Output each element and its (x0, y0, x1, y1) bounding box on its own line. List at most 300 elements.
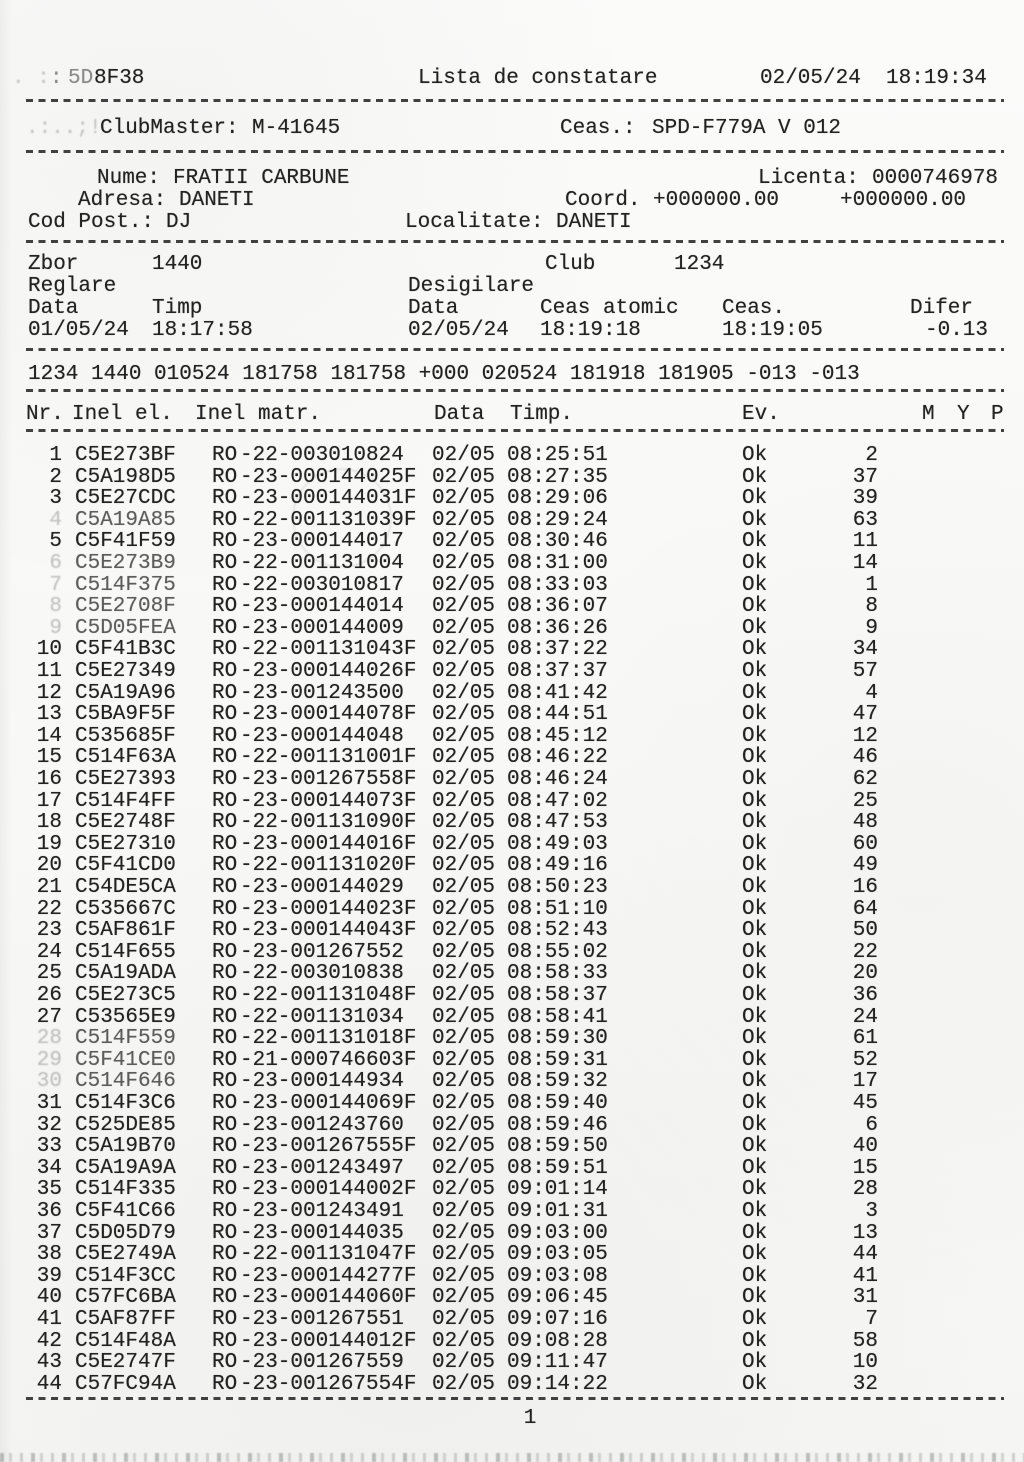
electronic-ring: C5A19ADA (75, 962, 176, 986)
electronic-ring: C5E2708F (75, 595, 176, 619)
table-row (0, 726, 1024, 748)
ring-number: -23-000144026F (240, 660, 417, 683)
arrival-time: 08:59:51 (507, 1156, 608, 1180)
event-status: Ok (742, 660, 768, 683)
order-count: 3 (865, 1200, 878, 1223)
electronic-ring: C514F4FF (75, 789, 176, 813)
country-code: RO (212, 962, 238, 986)
electronic-ring: C5A19B70 (75, 1135, 176, 1159)
order-count: 58 (852, 1329, 878, 1353)
event-status: Ok (742, 552, 768, 575)
row-number: 36 (36, 1200, 62, 1223)
arrival-time: 09:14:22 (507, 1372, 608, 1396)
arrival-date: 02/05 (432, 681, 496, 705)
order-count: 28 (852, 1178, 878, 1202)
arrival-time: 08:50:23 (507, 876, 608, 899)
event-status: Ok (742, 746, 768, 770)
ring-number: -22-001131004 (240, 552, 404, 575)
country-code: RO (212, 1092, 238, 1115)
row-number: 35 (36, 1178, 62, 1202)
electronic-ring: C5AF861F (75, 919, 176, 943)
table-row (0, 1223, 1024, 1245)
order-count: 37 (852, 465, 878, 489)
table-row (0, 1115, 1024, 1137)
arrival-time: 08:47:02 (507, 789, 608, 813)
table-row (0, 1287, 1024, 1309)
arrival-time: 08:33:03 (507, 573, 608, 597)
order-count: 10 (852, 1351, 878, 1375)
ring-number: -23-001243491 (240, 1200, 404, 1223)
table-row (0, 834, 1024, 856)
arrival-time: 08:29:06 (507, 487, 608, 511)
country-code: RO (212, 854, 238, 878)
electronic-ring: C514F3CC (75, 1264, 176, 1288)
electronic-ring: C535667C (75, 897, 176, 921)
arrival-date: 02/05 (432, 703, 496, 727)
arrival-time: 09:01:14 (507, 1178, 608, 1202)
separator-line (26, 240, 1004, 243)
row-number: 40 (36, 1286, 62, 1310)
row-number: 29 (36, 1048, 62, 1072)
ring-number: -23-000144078F (240, 703, 417, 727)
table-row (0, 1244, 1024, 1266)
arrival-date: 02/05 (432, 1178, 496, 1202)
clock-value: SPD-F779A V 012 (652, 117, 842, 140)
arrival-date: 02/05 (432, 1092, 496, 1115)
order-count: 46 (852, 746, 878, 770)
table-row (0, 942, 1024, 964)
electronic-ring: C535685F (75, 724, 176, 748)
row-number: 10 (36, 638, 62, 662)
country-code: RO (212, 508, 238, 532)
event-status: Ok (742, 1200, 768, 1223)
locality-label: Localitate: (405, 211, 544, 234)
order-count: 50 (852, 919, 878, 943)
electronic-ring: C5E27CDC (75, 487, 176, 511)
country-code: RO (212, 1070, 238, 1094)
arrival-time: 08:49:16 (507, 854, 608, 878)
event-status: Ok (742, 832, 768, 856)
arrival-date: 02/05 (432, 465, 496, 489)
order-count: 25 (852, 789, 878, 813)
row-number: 41 (36, 1308, 62, 1331)
arrival-time: 08:30:46 (507, 530, 608, 554)
country-code: RO (212, 444, 238, 467)
event-status: Ok (742, 703, 768, 727)
electronic-ring: C5E27349 (75, 660, 176, 683)
row-number: 4 (49, 508, 62, 532)
event-status: Ok (742, 1092, 768, 1115)
arrival-time: 08:59:32 (507, 1070, 608, 1094)
order-count: 14 (852, 552, 878, 575)
ring-number: -23-001267559 (240, 1351, 404, 1375)
electronic-ring: C57FC6BA (75, 1286, 176, 1310)
arrival-time: 08:58:41 (507, 1005, 608, 1029)
coord-value-2: +000000.00 (840, 189, 967, 212)
event-status: Ok (742, 897, 768, 921)
row-number: 34 (36, 1156, 62, 1180)
arrival-time: 08:52:43 (507, 919, 608, 943)
order-count: 20 (852, 962, 878, 986)
ring-number: -23-000144012F (240, 1329, 417, 1353)
ring-number: -22-001131048F (240, 984, 417, 1007)
table-row (0, 1309, 1024, 1331)
row-number: 23 (36, 919, 62, 943)
table-row (0, 575, 1024, 597)
arrival-time: 08:25:51 (507, 444, 608, 467)
arrival-time: 08:59:31 (507, 1048, 608, 1072)
faded-marks: . : (12, 67, 50, 90)
separator-line (26, 150, 1004, 153)
coord-label: Coord. (565, 189, 641, 212)
row-number: 7 (49, 573, 62, 597)
country-code: RO (212, 1308, 238, 1331)
electronic-ring: C514F63A (75, 746, 176, 770)
table-row (0, 985, 1024, 1007)
event-status: Ok (742, 811, 768, 835)
table-row (0, 510, 1024, 532)
section-titles-line (0, 276, 1024, 298)
arrival-time: 09:01:31 (507, 1200, 608, 1223)
country-code: RO (212, 1286, 238, 1310)
electronic-ring: C5AF87FF (75, 1308, 176, 1331)
order-count: 1 (865, 573, 878, 597)
arrival-time: 09:08:28 (507, 1329, 608, 1353)
table-row (0, 1093, 1024, 1115)
electronic-ring: C5BA9F5F (75, 703, 176, 727)
row-number: 13 (36, 703, 62, 727)
name-label: Nume: (97, 167, 161, 190)
country-code: RO (212, 919, 238, 943)
country-code: RO (212, 703, 238, 727)
ring-number: -23-000144029 (240, 876, 404, 899)
row-number: 5 (49, 530, 62, 554)
row-number: 18 (36, 811, 62, 835)
order-count: 13 (852, 1221, 878, 1245)
electronic-ring: C514F48A (75, 1329, 176, 1353)
unsealing-label: Desigilare (408, 275, 535, 298)
row-number: 15 (36, 746, 62, 770)
table-row (0, 1331, 1024, 1353)
table-row (0, 1266, 1024, 1288)
country-code: RO (212, 638, 238, 662)
electronic-ring: C5E273BF (75, 444, 176, 467)
ring-number: -23-000144277F (240, 1264, 417, 1288)
arrival-date: 02/05 (432, 940, 496, 964)
country-code: RO (212, 1221, 238, 1245)
country-code: RO (212, 487, 238, 511)
arrival-time: 08:31:00 (507, 552, 608, 575)
order-count: 11 (852, 530, 878, 554)
electronic-ring: C5F41CE0 (75, 1048, 176, 1072)
electronic-ring: C5E2748F (75, 811, 176, 835)
ring-number: -23-000144014 (240, 595, 404, 619)
country-code: RO (212, 768, 238, 791)
event-status: Ok (742, 595, 768, 619)
device-id-faint-part: 5D (68, 67, 94, 90)
arrival-date: 02/05 (432, 530, 496, 554)
ring-number: -23-001267558F (240, 768, 417, 791)
country-code: RO (212, 1005, 238, 1029)
flight-value: 1440 (152, 253, 203, 276)
arrival-date: 02/05 (432, 573, 496, 597)
electronic-ring: C5E273C5 (75, 984, 176, 1007)
country-code: RO (212, 746, 238, 770)
ring-number: -23-001267551 (240, 1308, 404, 1331)
ring-number: -22-001131018F (240, 1027, 417, 1051)
event-status: Ok (742, 1264, 768, 1288)
event-status: Ok (742, 1308, 768, 1331)
order-count: 7 (865, 1308, 878, 1331)
arrival-time: 08:46:22 (507, 746, 608, 770)
arrival-date: 02/05 (432, 1200, 496, 1223)
clock-col-value: 18:19:05 (722, 319, 823, 342)
summary-values: 1234 1440 010524 181758 181758 +000 020524 181918 181905 -013 -013 (28, 363, 860, 386)
postal-code-value: DJ (166, 211, 192, 234)
arrival-date: 02/05 (432, 508, 496, 532)
row-number: 27 (36, 1005, 62, 1029)
name-value: FRATII CARBUNE (173, 167, 350, 190)
row-number: 17 (36, 789, 62, 813)
difference-value: -0.13 (925, 319, 989, 342)
arrival-time: 09:11:47 (507, 1351, 608, 1375)
electronic-ring: C525DE85 (75, 1113, 176, 1137)
desigilare-date-label: Data (408, 297, 459, 320)
table-row (0, 531, 1024, 553)
event-status: Ok (742, 854, 768, 878)
ring-number: -23-001243497 (240, 1156, 404, 1180)
device-id: 8F38 (94, 67, 145, 90)
order-count: 52 (852, 1048, 878, 1072)
col-header-ring-number: Inel matr. (195, 403, 322, 426)
order-count: 6 (865, 1113, 878, 1137)
arrival-date: 02/05 (432, 768, 496, 791)
row-number: 32 (36, 1113, 62, 1137)
row-number: 38 (36, 1243, 62, 1267)
order-count: 31 (852, 1286, 878, 1310)
arrival-date: 02/05 (432, 1156, 496, 1180)
order-count: 39 (852, 487, 878, 511)
row-number: 9 (49, 616, 62, 640)
arrival-date: 02/05 (432, 919, 496, 943)
arrival-date: 02/05 (432, 1221, 496, 1245)
ring-number: -22-003010817 (240, 573, 404, 597)
atomic-clock-value: 18:19:18 (540, 319, 641, 342)
arrival-time: 08:46:24 (507, 768, 608, 791)
event-status: Ok (742, 1070, 768, 1094)
event-status: Ok (742, 1135, 768, 1159)
footer-line (0, 1408, 1024, 1430)
table-row (0, 1136, 1024, 1158)
arrival-date: 02/05 (432, 595, 496, 619)
arrival-time: 08:36:26 (507, 616, 608, 640)
electronic-ring: C5A19A9A (75, 1156, 176, 1180)
arrival-time: 08:37:22 (507, 638, 608, 662)
country-code: RO (212, 1372, 238, 1396)
table-row (0, 488, 1024, 510)
clock-col-label: Ceas. (722, 297, 786, 320)
electronic-ring: C514F335 (75, 1178, 176, 1202)
arrival-time: 08:49:03 (507, 832, 608, 856)
address-label: Adresa: (78, 189, 167, 212)
arrival-date: 02/05 (432, 1243, 496, 1267)
row-number: 6 (49, 552, 62, 575)
arrival-date: 02/05 (432, 1329, 496, 1353)
separator-line (26, 1397, 1004, 1400)
electronic-ring: C514F646 (75, 1070, 176, 1094)
event-status: Ok (742, 724, 768, 748)
event-status: Ok (742, 487, 768, 511)
order-count: 9 (865, 616, 878, 640)
electronic-ring: C5A19A96 (75, 681, 176, 705)
table-row (0, 1050, 1024, 1072)
arrival-date: 02/05 (432, 876, 496, 899)
arrival-date: 02/05 (432, 444, 496, 467)
row-number: 22 (36, 897, 62, 921)
clubmaster-label: ClubMaster: (100, 117, 239, 140)
table-row (0, 791, 1024, 813)
table-row (0, 1352, 1024, 1374)
country-code: RO (212, 789, 238, 813)
electronic-ring: C5F41F59 (75, 530, 176, 554)
table-row (0, 704, 1024, 726)
summary-line (0, 364, 1024, 386)
arrival-time: 08:59:30 (507, 1027, 608, 1051)
arrival-date: 02/05 (432, 984, 496, 1007)
faded-marks: .:..;! (26, 117, 102, 140)
row-number: 20 (36, 854, 62, 878)
table-header (0, 404, 1024, 426)
col-header-time: Timp. (510, 403, 574, 426)
country-code: RO (212, 573, 238, 597)
order-count: 64 (852, 897, 878, 921)
arrival-time: 08:47:53 (507, 811, 608, 835)
arrival-time: 08:51:10 (507, 897, 608, 921)
ring-number: -22-001131047F (240, 1243, 417, 1267)
table-row (0, 1028, 1024, 1050)
owner-name-line (0, 168, 1024, 190)
address-value: DANETI (179, 189, 255, 212)
event-status: Ok (742, 789, 768, 813)
event-status: Ok (742, 984, 768, 1007)
event-status: Ok (742, 681, 768, 705)
reglare-date-label: Data (28, 297, 79, 320)
separator-line (26, 348, 1004, 351)
arrival-date: 02/05 (432, 1372, 496, 1396)
row-number: 43 (36, 1351, 62, 1375)
order-count: 17 (852, 1070, 878, 1094)
country-code: RO (212, 1048, 238, 1072)
electronic-ring: C5A19A85 (75, 508, 176, 532)
ring-number: -22-003010838 (240, 962, 404, 986)
flight-line (0, 254, 1024, 276)
reglare-time-label: Timp (152, 297, 203, 320)
arrival-time: 09:03:00 (507, 1221, 608, 1245)
row-number: 12 (36, 681, 62, 705)
country-code: RO (212, 1200, 238, 1223)
arrival-date: 02/05 (432, 1070, 496, 1094)
ring-number: -23-000144073F (240, 789, 417, 813)
country-code: RO (212, 1135, 238, 1159)
country-code: RO (212, 530, 238, 554)
setting-label: Reglare (28, 275, 117, 298)
arrival-time: 08:55:02 (507, 940, 608, 964)
arrival-date: 02/05 (432, 1027, 496, 1051)
table-row (0, 596, 1024, 618)
row-number: 21 (36, 876, 62, 899)
electronic-ring: C514F375 (75, 573, 176, 597)
row-number: 42 (36, 1329, 62, 1353)
ring-number: -21-000746603F (240, 1048, 417, 1072)
row-number: 14 (36, 724, 62, 748)
table-row (0, 1179, 1024, 1201)
table-row (0, 661, 1024, 683)
table-row (0, 683, 1024, 705)
electronic-ring: C5E2749A (75, 1243, 176, 1267)
country-code: RO (212, 724, 238, 748)
table-row (0, 553, 1024, 575)
table-row (0, 899, 1024, 921)
event-status: Ok (742, 1372, 768, 1396)
club-value: 1234 (674, 253, 725, 276)
ring-number: -23-000144025F (240, 465, 417, 489)
col-header-date: Data (434, 403, 485, 426)
arrival-date: 02/05 (432, 789, 496, 813)
row-number: 28 (36, 1027, 62, 1051)
row-number: 2 (49, 465, 62, 489)
country-code: RO (212, 681, 238, 705)
event-status: Ok (742, 616, 768, 640)
order-count: 16 (852, 876, 878, 899)
arrival-time: 08:59:46 (507, 1113, 608, 1137)
event-status: Ok (742, 638, 768, 662)
order-count: 12 (852, 724, 878, 748)
row-number: 30 (36, 1070, 62, 1094)
arrival-time: 08:41:42 (507, 681, 608, 705)
club-label: Club (545, 253, 596, 276)
order-count: 45 (852, 1092, 878, 1115)
electronic-ring: C57FC94A (75, 1372, 176, 1396)
row-number: 26 (36, 984, 62, 1007)
arrival-time: 08:29:24 (507, 508, 608, 532)
country-code: RO (212, 832, 238, 856)
reglare-date-value: 01/05/24 (28, 319, 129, 342)
country-code: RO (212, 984, 238, 1007)
arrival-time: 08:45:12 (507, 724, 608, 748)
station-line (0, 118, 1024, 140)
difference-label: Difer (910, 297, 974, 320)
event-status: Ok (742, 940, 768, 964)
order-count: 34 (852, 638, 878, 662)
order-count: 44 (852, 1243, 878, 1267)
page-title: Lista de constatare (418, 67, 658, 90)
event-status: Ok (742, 444, 768, 467)
country-code: RO (212, 1351, 238, 1375)
table-body (0, 445, 1024, 1397)
electronic-ring: C5E27393 (75, 768, 176, 791)
table-row (0, 812, 1024, 834)
ring-number: -23-000144023F (240, 897, 417, 921)
locality-value: DANETI (556, 211, 632, 234)
arrival-time: 08:44:51 (507, 703, 608, 727)
ring-number: -23-000144035 (240, 1221, 404, 1245)
event-status: Ok (742, 1351, 768, 1375)
table-row (0, 855, 1024, 877)
table-row (0, 963, 1024, 985)
ring-number: -23-001243760 (240, 1113, 404, 1137)
table-row (0, 920, 1024, 942)
ring-number: -22-001131034 (240, 1005, 404, 1029)
